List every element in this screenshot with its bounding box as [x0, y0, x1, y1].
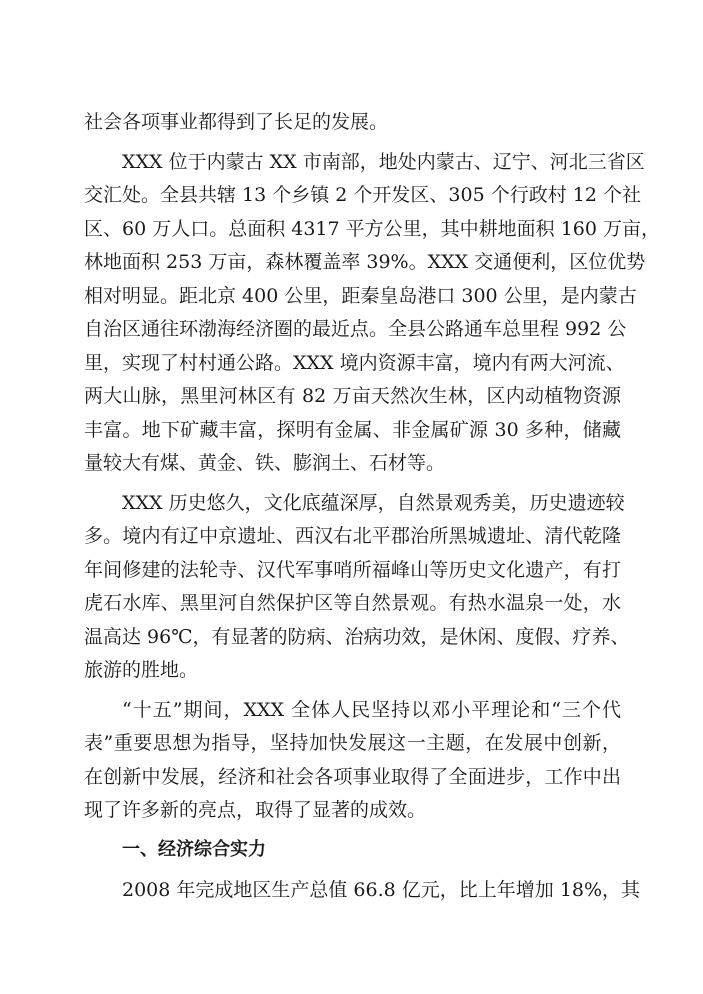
text-line: 量较大有煤、黄金、铁、膨润土、石材等。	[84, 452, 446, 474]
text-line: 多。境内有辽中京遗址、西汉右北平郡治所黑城遗址、清代乾隆	[84, 525, 621, 547]
text-line: 表”重要思想为指导，坚持加快发展这一主题，在发展中创新，	[84, 732, 621, 754]
text-line: 相对明显。距北京 400 公里，距秦皇岛港口 300 公里，是内蒙古	[84, 285, 637, 307]
text-line: 旅游的胜地。	[84, 659, 199, 681]
text-line: 社会各项事业都得到了长足的发展。	[84, 111, 389, 133]
section-heading: 一、经济综合实力	[122, 839, 266, 860]
text-line: 在创新中发展，经济和社会各项事业取得了全面进步，工作中出	[84, 766, 621, 788]
text-line: 现了许多新的亮点，取得了显著的成效。	[84, 799, 427, 821]
text-line: 丰富。地下矿藏丰富，探明有金属、非金属矿源 30 多种，储藏	[84, 419, 621, 441]
text-line: 两大山脉，黑里河林区有 82 万亩天然次生林，区内动植物资源	[84, 385, 621, 407]
text-line: XXX 位于内蒙古 XX 市南部，地处内蒙古、辽宁、河北三省区	[122, 151, 645, 173]
text-line: 自治区通往环渤海经济圈的最近点。全县公路通车总里程 992 公	[84, 318, 627, 340]
text-line: 区、60 万人口。总面积 4317 平方公里，其中耕地面积 160 万亩，	[84, 218, 660, 240]
text-line: 2008 年完成地区生产总值 66.8 亿元，比上年增加 18%，其	[122, 879, 641, 901]
text-line: 温高达 96℃，有显著的防病、治病功效，是休闲、度假、疗养、	[84, 626, 630, 648]
text-line: XXX 历史悠久，文化底蕴深厚，自然景观秀美，历史遗迹较	[122, 492, 625, 514]
text-line: 虎石水库、黑里河自然保护区等自然景观。有热水温泉一处，水	[84, 592, 621, 614]
text-line: 年间修建的法轮寺、汉代军事哨所福峰山等历史文化遗产，有打	[84, 559, 621, 581]
text-line: 里，实现了村村通公路。XXX 境内资源丰富，境内有两大河流、	[84, 352, 625, 374]
text-line: “十五”期间，XXX 全体人民坚持以邓小平理论和“三个代	[122, 699, 621, 721]
text-line: 交汇处。全县共辖 13 个乡镇 2 个开发区、305 个行政村 12 个社	[84, 184, 641, 206]
text-line: 林地面积 253 万亩，森林覆盖率 39%。XXX 交通便利，区位优势	[84, 251, 646, 273]
